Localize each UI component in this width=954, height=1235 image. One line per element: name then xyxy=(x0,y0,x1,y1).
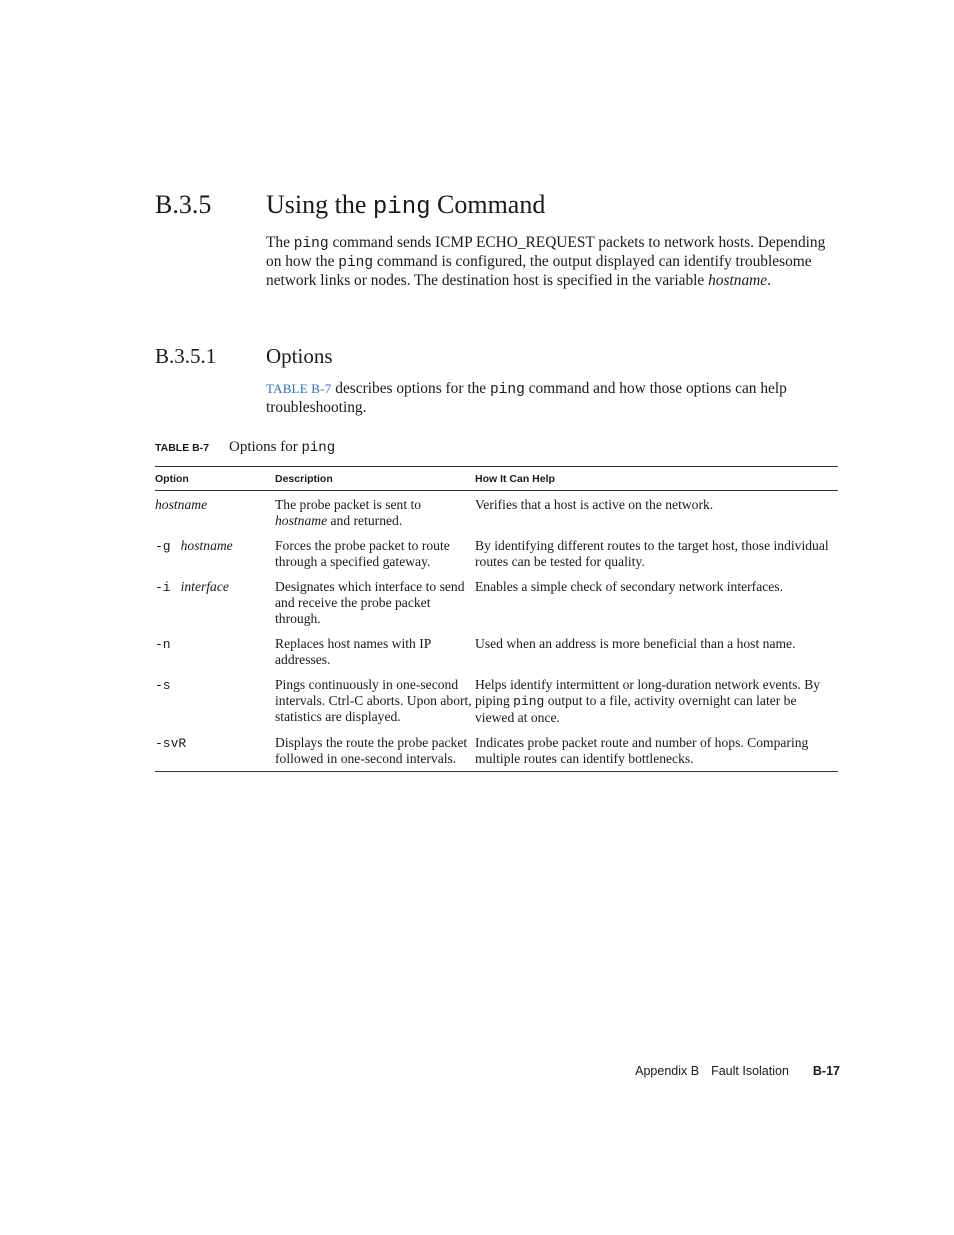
section-number: B.3.5 xyxy=(155,190,212,219)
section-heading xyxy=(155,188,545,225)
description-text: Forces the probe packet to route through a specified gateway. xyxy=(275,537,450,570)
help-cell xyxy=(475,631,838,672)
footer-appendix: Appendix B xyxy=(635,1064,700,1078)
table-header-row xyxy=(155,467,838,491)
table-crossref-link[interactable]: TABLE B-7 xyxy=(266,381,332,396)
page-footer xyxy=(635,1064,840,1078)
subsection-heading xyxy=(155,342,333,370)
description-text: Replaces host names with IP addresses. xyxy=(275,635,431,668)
option-cell xyxy=(155,730,275,771)
options-intro-text: describes options for the xyxy=(331,380,490,397)
option-variable: interface xyxy=(180,578,229,594)
option-cell xyxy=(155,491,275,533)
help-text: Indicates probe packet route and number of hops. Comparing multiple routes can identify bottlenecks. xyxy=(475,734,809,767)
help-cell xyxy=(475,730,838,771)
subsection-number: B.3.5.1 xyxy=(155,344,217,368)
options-intro-text: command and how those options can help troubleshooting. xyxy=(266,380,787,417)
table-row xyxy=(155,631,838,672)
options-intro-paragraph xyxy=(266,380,841,417)
column-header-how-it-can-help: How It Can Help xyxy=(475,467,838,491)
option-cell xyxy=(155,574,275,631)
table-row xyxy=(155,730,838,771)
table-caption xyxy=(155,438,335,457)
table-caption-code: ping xyxy=(301,440,336,456)
description-variable: hostname xyxy=(275,513,328,529)
intro-text: The xyxy=(266,234,294,251)
intro-text: command is configured, the output displayed can identify troublesome network links or nodes. The destination host is specified in the variable xyxy=(266,253,812,290)
description-text: Pings continuously in one-second intervals. Ctrl-C aborts. Upon abort, statistics are displayed. xyxy=(275,676,472,725)
description-cell xyxy=(275,491,475,533)
table-label: TABLE B-7 xyxy=(155,442,210,454)
table-row xyxy=(155,672,838,730)
description-text: Displays the route the probe packet followed in one-second intervals. xyxy=(275,734,468,767)
option-cell xyxy=(155,672,275,730)
description-cell xyxy=(275,574,475,631)
help-text: By identifying different routes to the target host, those individual routes can be tested for quality. xyxy=(475,537,829,570)
intro-variable: hostname xyxy=(708,272,768,290)
help-cell xyxy=(475,574,838,631)
options-intro-code: ping xyxy=(489,382,525,398)
help-text: Used when an address is more beneficial than a host name. xyxy=(475,635,796,651)
option-variable: hostname xyxy=(180,537,233,553)
description-cell xyxy=(275,672,475,730)
option-cell xyxy=(155,533,275,574)
table-row xyxy=(155,491,838,533)
description-cell xyxy=(275,631,475,672)
help-text: output to a file, activity overnight can later be viewed at once. xyxy=(475,693,797,726)
intro-text: . xyxy=(767,272,771,290)
column-header-description: Description xyxy=(275,467,475,491)
description-text: and returned. xyxy=(327,513,403,529)
help-cell xyxy=(475,672,838,730)
option-code: -i xyxy=(155,579,171,595)
table-row xyxy=(155,533,838,574)
option-code: -n xyxy=(155,636,171,652)
column-header-option: Option xyxy=(155,467,275,491)
subsection-title: Options xyxy=(266,344,333,368)
help-cell xyxy=(475,491,838,533)
section-title-code: ping xyxy=(372,194,431,221)
intro-paragraph xyxy=(266,234,841,291)
table-caption-text: Options for xyxy=(229,439,302,455)
option-code: -s xyxy=(155,677,171,693)
intro-code: ping xyxy=(293,236,329,252)
section-title-text-end: Command xyxy=(430,190,546,219)
description-cell xyxy=(275,730,475,771)
option-code: -g xyxy=(155,538,171,554)
help-code: ping xyxy=(513,694,545,710)
option-code: -svR xyxy=(155,735,187,751)
intro-text: command sends ICMP ECHO_REQUEST packets to network hosts. Depending on how the xyxy=(266,234,826,271)
section-title-text: Using the xyxy=(266,190,373,219)
option-cell xyxy=(155,631,275,672)
table-row xyxy=(155,574,838,631)
help-text: Helps identify intermittent or long-duration network events. By piping xyxy=(475,676,821,709)
description-text: The probe packet is sent to xyxy=(275,497,422,512)
help-text: Enables a simple check of secondary network interfaces. xyxy=(475,578,783,594)
intro-code: ping xyxy=(338,255,374,272)
help-cell xyxy=(475,533,838,574)
footer-page-number: B-17 xyxy=(812,1064,840,1078)
description-cell xyxy=(275,533,475,574)
footer-chapter: Fault Isolation xyxy=(711,1064,789,1078)
help-text: Verifies that a host is active on the network. xyxy=(475,497,714,512)
option-variable: hostname xyxy=(155,497,208,512)
options-table xyxy=(155,466,838,772)
description-text: Designates which interface to send and receive the probe packet through. xyxy=(275,578,465,627)
